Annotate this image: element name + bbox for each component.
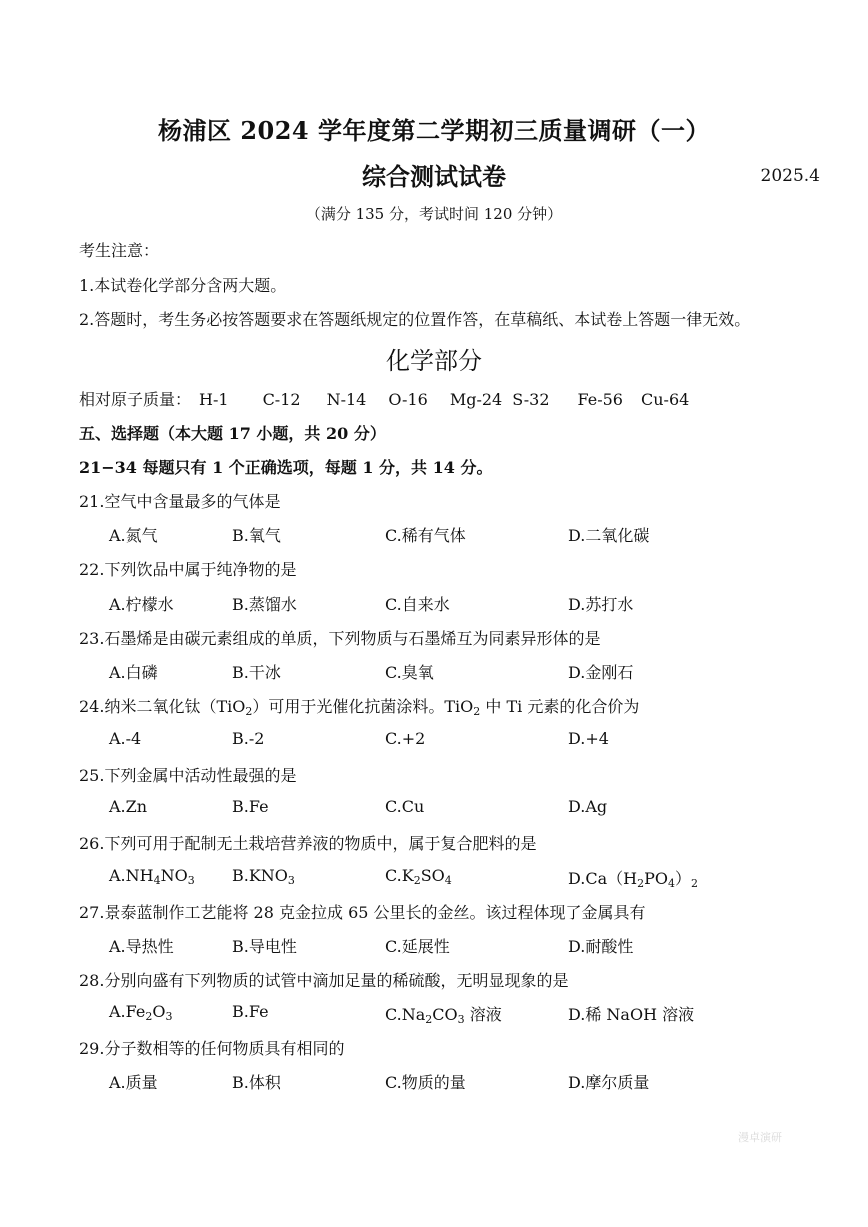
- question-stem: 25.下列金属中活动性最强的是: [79, 766, 297, 785]
- option-c: $C.Na_2CO_3$ 溶液: [385, 1005, 502, 1026]
- question-stem: 24.纳米二氧化钛（TiO$_2$）可用于光催化抗菌涂料。TiO$_2$ 中 Ti 元素的化合价为: [79, 697, 640, 718]
- atomic-mass-item: Mg-24: [449, 390, 503, 409]
- question-stem: 28.分别向盛有下列物质的试管中滴加足量的稀硫酸，无明显现象的是: [79, 971, 569, 990]
- part5-instruction: 21−34 每题只有 1 个正确选项，每题 1 分，共 14 分。: [79, 458, 493, 477]
- option-b: B.体积: [232, 1073, 281, 1092]
- option-b: B.Fe: [232, 797, 269, 816]
- option-a: A.白磷: [109, 663, 158, 682]
- option-b: B.氧气: [232, 526, 281, 545]
- option-b: B.Fe: [232, 1002, 269, 1021]
- atomic-mass-line: [79, 387, 689, 410]
- watermark: 漫卓演研: [738, 1131, 782, 1144]
- option-d: D.二氧化碳: [568, 526, 650, 545]
- exam-date: 2025.4: [760, 166, 820, 186]
- option-a: $A.NH_4NO_3$: [109, 866, 195, 887]
- option-a: A.Zn: [109, 797, 148, 816]
- atomic-mass-item: O-16: [388, 390, 428, 409]
- question-stem: 27.景泰蓝制作工艺能将 28 克金拉成 65 公里长的金丝。该过程体现了金属具有: [79, 903, 646, 922]
- option-d: D.稀 NaOH 溶液: [568, 1005, 695, 1024]
- notice-heading: 考生注意：: [79, 241, 160, 260]
- option-a: $A.Fe_2O_3$: [109, 1002, 173, 1023]
- option-b: B.导电性: [232, 937, 297, 956]
- option-c: C.臭氧: [385, 663, 434, 682]
- option-c: C.稀有气体: [385, 526, 466, 545]
- option-c: C.自来水: [385, 595, 450, 614]
- option-a: A.-4: [109, 729, 142, 748]
- option-c: $C.K_2SO_4$: [385, 866, 452, 887]
- option-c: C.延展性: [385, 937, 450, 956]
- option-d: D.摩尔质量: [568, 1073, 650, 1092]
- option-c: C.+2: [385, 729, 426, 748]
- option-a: A.质量: [109, 1073, 158, 1092]
- option-c: C.Cu: [385, 797, 425, 816]
- option-a: A.导热性: [109, 937, 174, 956]
- question-stem: 26.下列可用于配制无土栽培营养液的物质中，属于复合肥料的是: [79, 834, 537, 853]
- option-d: $D.Ca(H_2PO_4)_2$: [568, 869, 698, 890]
- option-c: C.物质的量: [385, 1073, 466, 1092]
- section-title: 化学部分: [386, 347, 482, 375]
- atomic-mass-label: 相对原子质量：: [79, 390, 192, 409]
- option-d: D.耐酸性: [568, 937, 634, 956]
- option-d: D.金刚石: [568, 663, 634, 682]
- atomic-mass-item: Fe-56: [577, 390, 623, 409]
- option-a: A.氮气: [109, 526, 158, 545]
- atomic-mass-item: C-12: [262, 390, 301, 409]
- question-stem: 23.石墨烯是由碳元素组成的单质，下列物质与石墨烯互为同素异形体的是: [79, 629, 601, 648]
- exam-title: 杨浦区 2024 学年度第二学期初三质量调研（一）: [157, 116, 710, 145]
- option-a: A.柠檬水: [109, 595, 174, 614]
- question-stem: 22.下列饮品中属于纯净物的是: [79, 560, 297, 579]
- part5-heading: 五、选择题（本大题 17 小题，共 20 分）: [79, 424, 386, 443]
- option-b: B.干冰: [232, 663, 281, 682]
- notice-item-1: 1.本试卷化学部分含两大题。: [79, 276, 287, 295]
- question-stem: 29.分子数相等的任何物质具有相同的: [79, 1039, 345, 1058]
- atomic-mass-item: Cu-64: [640, 390, 690, 409]
- atomic-mass-item: N-14: [326, 390, 367, 409]
- atomic-mass-item: H-1: [199, 390, 229, 409]
- notice-item-2: 2.答题时，考生务必按答题要求在答题纸规定的位置作答，在草稿纸、本试卷上答题一律无效。: [79, 310, 751, 329]
- option-b: B.蒸馏水: [232, 595, 297, 614]
- option-b: B.-2: [232, 729, 265, 748]
- option-d: D.+4: [568, 729, 609, 748]
- question-stem: 21.空气中含量最多的气体是: [79, 492, 281, 511]
- option-d: D.苏打水: [568, 595, 634, 614]
- atomic-mass-item: S-32: [512, 390, 550, 409]
- exam-subtitle: 综合测试试卷: [362, 162, 506, 191]
- option-b: $B.KNO_3$: [232, 866, 295, 887]
- option-d: D.Ag: [568, 797, 608, 816]
- score-note: （满分 135 分，考试时间 120 分钟）: [305, 205, 563, 223]
